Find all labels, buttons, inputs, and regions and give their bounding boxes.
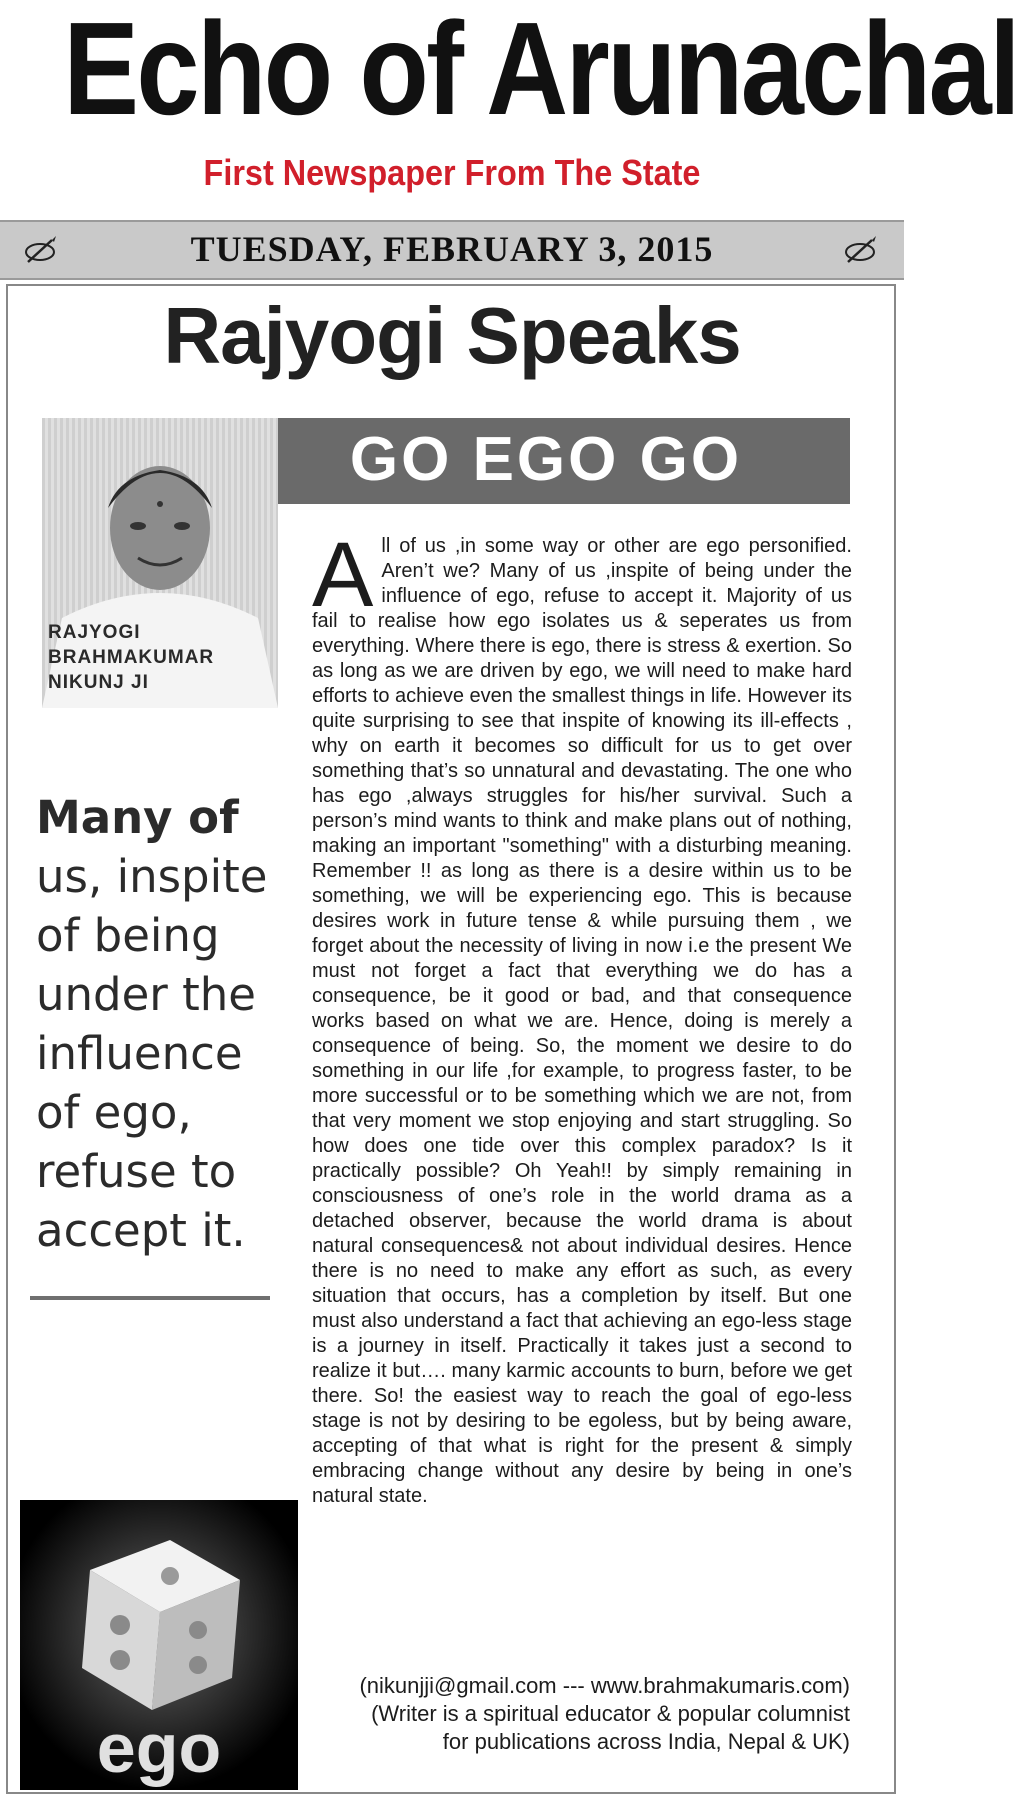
author-line: BRAHMAKUMAR xyxy=(48,647,215,668)
column-name: Rajyogi Speaks xyxy=(163,291,741,380)
writer-bio-line: for publications across India, Nepal & UK) xyxy=(442,1729,850,1754)
pull-quote-lead: Many of xyxy=(36,791,239,844)
article-body xyxy=(312,524,852,1509)
drop-cap: A xyxy=(312,524,374,626)
ego-logo-text: ego xyxy=(96,1709,222,1787)
ego-cube-icon xyxy=(20,1500,298,1790)
contact-email-web: (nikunjji@gmail.com --- www.brahmakumaris.com) xyxy=(359,1673,850,1698)
pen-icon xyxy=(842,232,878,268)
writer-bio-line: (Writer is a spiritual educator & popular columnist xyxy=(371,1701,850,1726)
author-line: NIKUNJ JI xyxy=(48,672,149,693)
article-text: ll of us ,in some way or other are ego personified. Aren’t we? Many of us ,inspite of being under the influence of ego, refuse to accept it. Majority of us fail to realise how ego isolates us & seperates us from everything. Where there is ego, there is stress & exertion. So as long as we are driven by ego, we will need to make hard efforts to achieve even the smallest things in life. However its quite surprising to see that inspite of knowing its ill-effects , why on earth it becomes so difficult for us to get over something that’s so unnatural and devastating. The one who has ego ,always struggles for his/her survival. Such a person’s mind wants to think and make plans out of nothing, making an important "something" with a disturbing meaning. Remember !! as long as there is a desire within us to be something, we will be experiencing ego. This is because desires work in future tense & while pursuing them , we forget about the necessity of living in now i.e the present We must not forget a fact that everything we do has a consequence, be it good or bad, and that consequence works based on what we are. Hence, doing is merely a consequence of being. So, the moment we desire to do something in our life ,for example, to progress faster, to be more successful or to be something which we are not, from that very moment we stop enjoying and start struggling. So how does one tide over this complex paradox? Is it practically possible? Oh Yeah!! by simply remaining in consciousness of one’s role in the world drama as a detached observer, because the world drama is about natural consequences& not about individual desires. Hence there is no need to make any effort as such, as every situation that occurs, has a completion by itself. But one must also understand a fact that achieving an ego-less stage is a journey in itself. Practically it takes just a second to realize it but…. many karmic accounts to burn, before we get there. So! the easiest way to reach the goal of ego-less stage is not by desiring to be egoless, but by being aware, accepting of that what is right for the present & simply embracing change without any desire by being in one’s natural state. xyxy=(312,535,852,1507)
pull-quote xyxy=(36,788,296,1260)
issue-date: TUESDAY, FEBRUARY 3, 2015 xyxy=(190,229,714,269)
author-byline xyxy=(48,620,278,695)
headline: GO EGO GO xyxy=(349,425,743,494)
masthead xyxy=(0,0,1018,193)
newspaper-title: Echo of Arunachal xyxy=(63,0,1018,142)
date-bar xyxy=(0,220,904,280)
contact-block xyxy=(300,1672,850,1756)
pull-quote-rule xyxy=(30,1296,270,1300)
pull-quote-text: us, inspite of being under the influence of ego, refuse to accept it. xyxy=(36,850,268,1257)
newspaper-tagline: First Newspaper From The State xyxy=(203,152,701,193)
author-line: RAJYOGI xyxy=(48,622,141,643)
ego-illustration xyxy=(20,1500,298,1790)
